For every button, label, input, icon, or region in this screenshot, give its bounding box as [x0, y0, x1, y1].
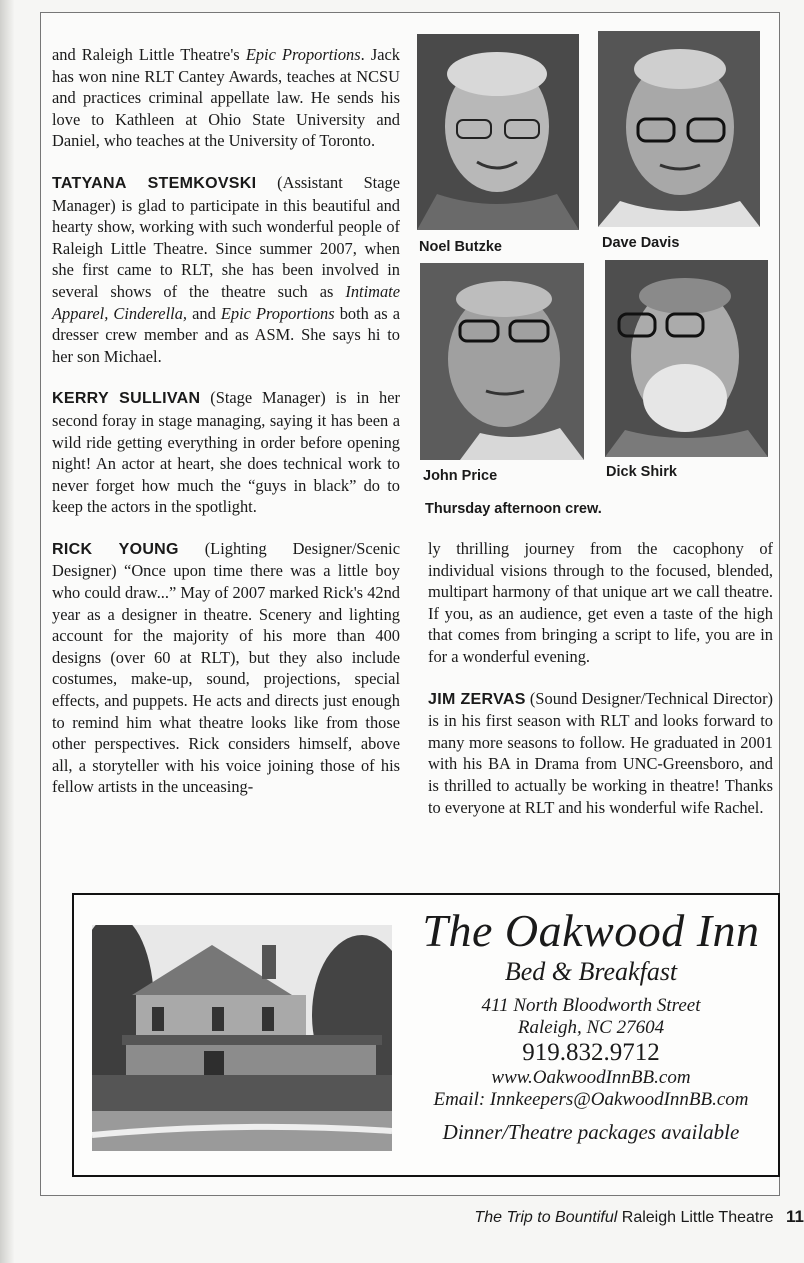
bio-jack-continued: and Raleigh Little Theatre's Epic Proportions. Jack has won nine RLT Cantey Awards, teaches at NCSU and practices criminal appellate law. He sends his love to Kathleen at Ohio State University and Daniel, who teaches at the University of Toronto.: [52, 45, 400, 151]
bio-rick: RICK YOUNG (Lighting Designer/Scenic Designer) “Once upon time there was a little boy who could draw...” May of 2007 marked Rick's 42nd year as a designer in theatre. Scenery and lighting account for the majority of his more than 400 designs (over 60 at RLT), but they also include costumes, make-up, sound, projections, special effects, and puppets. He acts and directs just enough to remind him what theatre looks like from those other perspectives. Rick considers himself, above all, a storyteller with his voice joining those of his fellow artists in the unceasing-: [52, 538, 400, 797]
bio-name: TATYANA STEMKOVSKI: [52, 174, 257, 192]
caption-noel-butzke: Noel Butzke: [419, 239, 502, 255]
inn-details: [406, 905, 776, 1145]
page-binding-shadow: [0, 0, 14, 1263]
bio-rick-continued: ly thrilling journey from the cacophony of individual visions through to the focused, blended, multipart harmony of that unique art we call theatre. If you, as an audience, get even a taste of the high that comes from bringing a script to life, you are in for a wonderful evening.: [428, 539, 773, 666]
inn-packages: Dinner/Theatre packages available: [442, 1120, 740, 1144]
caption-dick-shirk: Dick Shirk: [606, 464, 677, 480]
right-column: [428, 538, 773, 838]
photo-john-price: [420, 263, 584, 460]
group-caption: Thursday afternoon crew.: [425, 501, 602, 517]
inn-website: www.OakwoodInnBB.com: [491, 1067, 691, 1088]
inn-photo: [92, 925, 392, 1151]
oakwood-inn-ad: [72, 893, 780, 1177]
photo-dick-shirk: [605, 260, 768, 457]
footer-show-title: The Trip to Bountiful: [474, 1209, 618, 1226]
photo-dave-davis: [598, 31, 760, 227]
inn-name: The Oakwood Inn: [422, 905, 760, 956]
page-footer: [474, 1207, 804, 1227]
bio-kerry: KERRY SULLIVAN (Stage Manager) is in her second foray in stage managing, saying it has been a wild ride getting everything in order before opening night! An actor at heart, she does technical work to never forget how much the “guys in black” do to keep the actors in the spotlight.: [52, 388, 400, 517]
page-number: 11: [786, 1207, 804, 1226]
inn-phone: 919.832.9712: [522, 1039, 660, 1066]
caption-john-price: John Price: [423, 468, 498, 484]
inn-subtitle: Bed & Breakfast: [504, 957, 678, 986]
footer-theatre: Raleigh Little Theatre: [621, 1209, 774, 1226]
inn-city: Raleigh, NC 27604: [517, 1017, 665, 1038]
bio-tatyana: TATYANA STEMKOVSKI (Assistant Stage Manager) is glad to participate in this beautiful and hearty show, working with such wonderful people of Raleigh Little Theatre. Since summer 2007, when she first came to RLT, she has been involved in several shows of the theatre such as Intimate Apparel, Cinderella, and Epic Proportions both as a dresser crew member and as ASM. She says hi to her son Michael.: [52, 172, 400, 366]
bio-jim: JIM ZERVAS (Sound Designer/Technical Director) is in his first season with RLT and looks forward to many more seasons to follow. He graduated in 2001 with his BA in Drama from UNC-Greensboro, and is thrilled to actually be working in theatre! Thanks to everyone at RLT and his wonderful wife Rachel.: [428, 688, 773, 817]
bio-name: JIM ZERVAS: [428, 690, 526, 708]
show-title: Epic Proportions: [245, 45, 361, 64]
bio-name: RICK YOUNG: [52, 540, 179, 558]
inn-street: 411 North Bloodworth Street: [481, 995, 701, 1016]
photo-noel-butzke: [417, 34, 579, 230]
inn-email: Email: Innkeepers@OakwoodInnBB.com: [433, 1089, 749, 1110]
bio-name: KERRY SULLIVAN: [52, 390, 201, 408]
left-column: [52, 44, 400, 818]
caption-dave-davis: Dave Davis: [602, 235, 680, 251]
